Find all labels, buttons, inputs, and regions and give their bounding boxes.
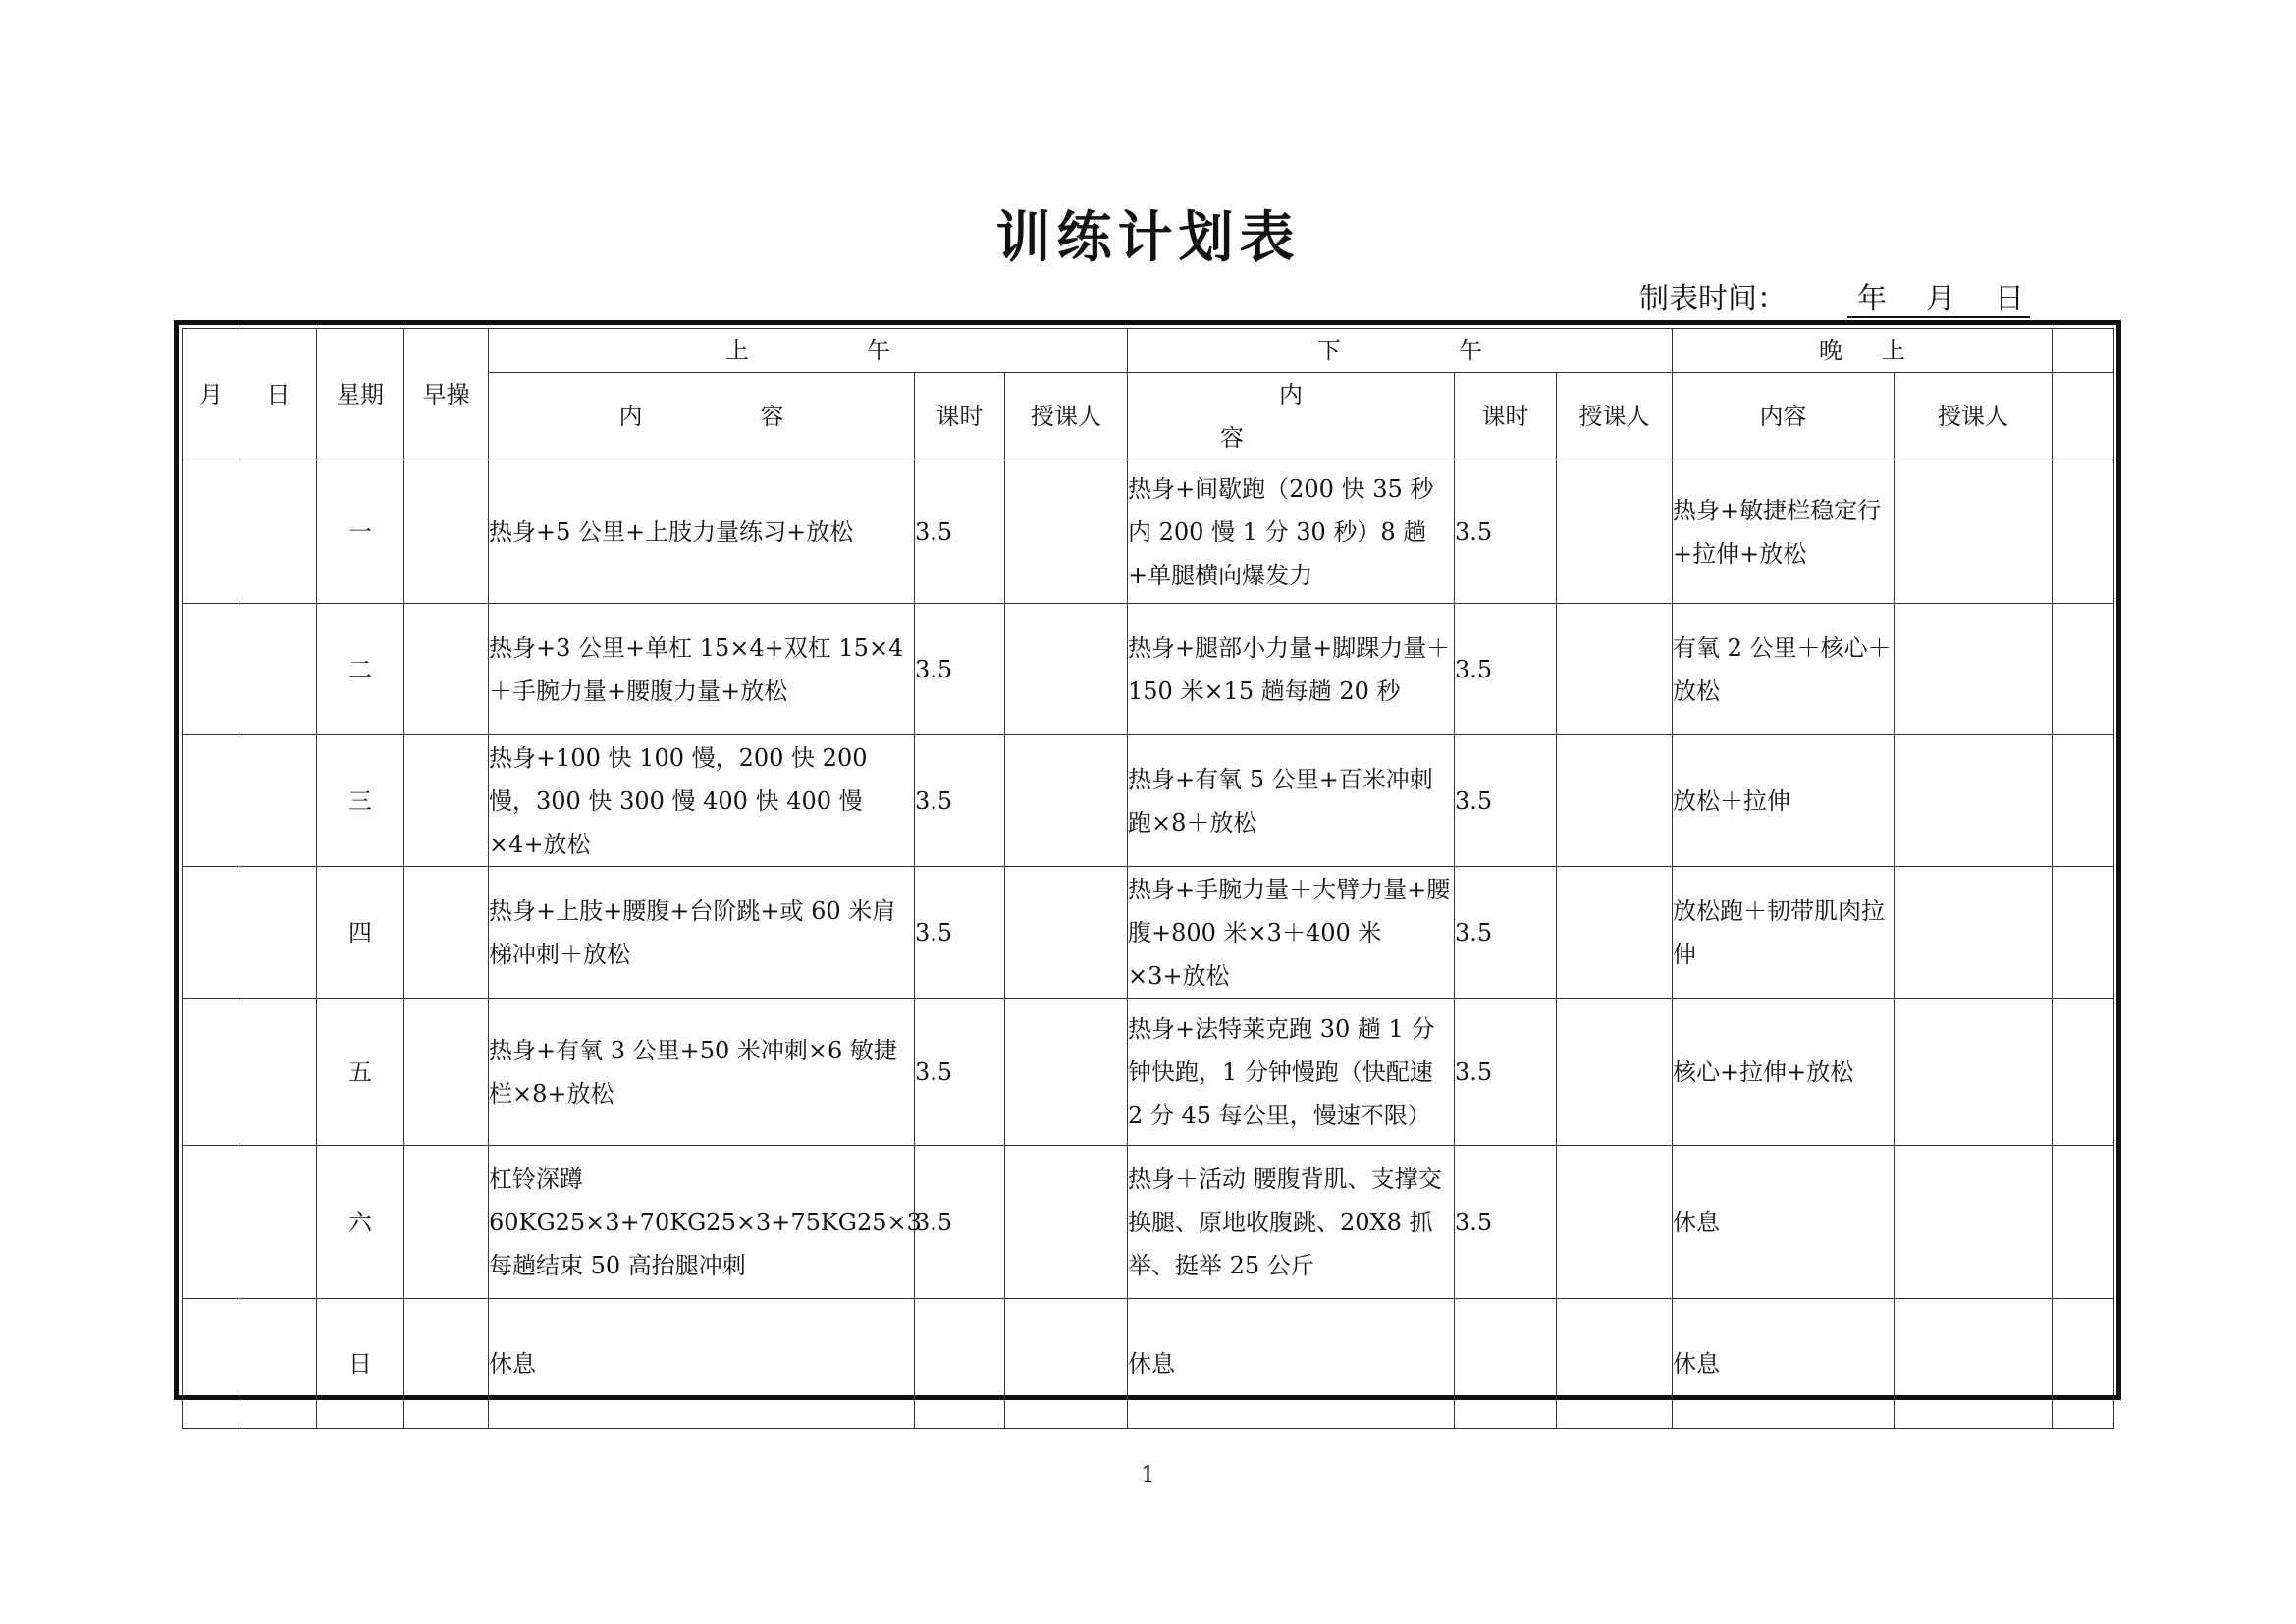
cell-evening-content: 放松＋拉伸 (1673, 735, 1895, 867)
made-time-date-field (1847, 277, 2030, 318)
cell-am-teacher (1005, 460, 1128, 604)
cell-evening-teacher (1895, 604, 2053, 735)
cell-extra (2053, 460, 2114, 604)
cell-extra (2053, 867, 2114, 999)
table-row (183, 460, 2114, 604)
cell-am-content: 热身+5 公里+上肢力量练习+放松 (489, 460, 915, 604)
cell-evening-teacher (1895, 1146, 2053, 1299)
cell-pm-content: 热身+间歇跑（200 快 35 秒内 200 慢 1 分 30 秒）8 趟+单腿横向爆发力 (1128, 460, 1455, 604)
cell-am-content: 热身+100 快 100 慢，200 快 200 慢，300 快 300 慢 400 快 400 慢×4+放松 (489, 735, 915, 867)
cell-pm-content: 热身+有氧 5 公里+百米冲刺跑×8＋放松 (1128, 735, 1455, 867)
cell-pm-hours: 3.5 (1455, 735, 1557, 867)
header-pm: 下午 (1128, 329, 1673, 373)
cell-pm-hours: 3.5 (1455, 1146, 1557, 1299)
cell-pm-content: 热身＋活动 腰腹背肌、支撑交换腿、原地收腹跳、20X8 抓举、挺举 25 公斤 (1128, 1146, 1455, 1299)
header-row-top (183, 329, 2114, 373)
header-day: 日 (240, 329, 317, 460)
cell-day (240, 1299, 317, 1429)
page-title: 训练计划表 (995, 206, 1301, 270)
cell-evening-teacher (1895, 867, 2053, 999)
cell-morning-exercise (404, 460, 489, 604)
cell-extra (2053, 604, 2114, 735)
cell-evening-content: 放松跑＋韧带肌肉拉伸 (1673, 867, 1895, 999)
header-morning-exercise: 早操 (404, 329, 489, 460)
cell-extra (2053, 999, 2114, 1146)
table-row (183, 604, 2114, 735)
header-am-hours: 课时 (915, 373, 1005, 460)
cell-pm-teacher (1557, 999, 1673, 1146)
header-pm-hours: 课时 (1455, 373, 1557, 460)
header-weekday: 星期 (317, 329, 404, 460)
cell-pm-content: 热身+手腕力量＋大臂力量+腰腹+800 米×3＋400 米×3+放松 (1128, 867, 1455, 999)
cell-day (240, 999, 317, 1146)
cell-am-hours: 3.5 (915, 604, 1005, 735)
cell-evening-teacher (1895, 1299, 2053, 1429)
header-am-teacher: 授课人 (1005, 373, 1128, 460)
date-day-label: 日 (1995, 282, 2024, 316)
training-plan-table-frame (174, 320, 2121, 1400)
training-plan-table (182, 328, 2114, 1429)
header-am-content: 内容 (489, 373, 915, 460)
cell-am-content: 杠铃深蹲 60KG25×3+70KG25×3+75KG25×3 每趟结束 50 高抬腿冲刺 (489, 1146, 915, 1299)
header-evening-content: 内容 (1673, 373, 1895, 460)
cell-weekday: 六 (317, 1146, 404, 1299)
cell-month (183, 735, 240, 867)
table-row (183, 1299, 2114, 1429)
cell-pm-teacher (1557, 867, 1673, 999)
cell-month (183, 999, 240, 1146)
date-year-label: 年 (1857, 282, 1887, 316)
cell-am-teacher (1005, 604, 1128, 735)
cell-evening-content: 休息 (1673, 1299, 1895, 1429)
header-pm-content: 内容 (1128, 373, 1455, 460)
cell-am-hours: 3.5 (915, 999, 1005, 1146)
table-row (183, 999, 2114, 1146)
cell-morning-exercise (404, 604, 489, 735)
cell-evening-teacher (1895, 735, 2053, 867)
cell-extra (2053, 735, 2114, 867)
cell-am-teacher (1005, 999, 1128, 1146)
header-pm-teacher: 授课人 (1557, 373, 1673, 460)
header-extra-blank-2 (2053, 373, 2114, 460)
cell-month (183, 1146, 240, 1299)
cell-pm-content: 休息 (1128, 1299, 1455, 1429)
cell-day (240, 867, 317, 999)
cell-day (240, 735, 317, 867)
page-number: 1 (1141, 1463, 1155, 1488)
table-row (183, 735, 2114, 867)
cell-pm-content: 热身+腿部小力量+脚踝力量＋150 米×15 趟每趟 20 秒 (1128, 604, 1455, 735)
cell-pm-teacher (1557, 735, 1673, 867)
header-evening-teacher: 授课人 (1895, 373, 2053, 460)
header-evening: 晚上 (1673, 329, 2053, 373)
cell-morning-exercise (404, 1299, 489, 1429)
cell-month (183, 460, 240, 604)
cell-am-teacher (1005, 1299, 1128, 1429)
cell-morning-exercise (404, 735, 489, 867)
cell-pm-teacher (1557, 1146, 1673, 1299)
cell-am-teacher (1005, 735, 1128, 867)
table-row (183, 1146, 2114, 1299)
cell-am-hours: 3.5 (915, 735, 1005, 867)
cell-am-content: 休息 (489, 1299, 915, 1429)
cell-weekday: 三 (317, 735, 404, 867)
cell-pm-hours: 3.5 (1455, 867, 1557, 999)
cell-evening-teacher (1895, 460, 2053, 604)
cell-pm-teacher (1557, 1299, 1673, 1429)
cell-am-teacher (1005, 867, 1128, 999)
cell-am-hours: 3.5 (915, 460, 1005, 604)
cell-am-hours: 3.5 (915, 867, 1005, 999)
made-time-label: 制表时间： (1639, 282, 1787, 316)
cell-pm-hours (1455, 1299, 1557, 1429)
cell-morning-exercise (404, 867, 489, 999)
cell-am-teacher (1005, 1146, 1128, 1299)
header-extra-blank (2053, 329, 2114, 373)
cell-morning-exercise (404, 1146, 489, 1299)
cell-pm-hours: 3.5 (1455, 999, 1557, 1146)
header-am: 上午 (489, 329, 1128, 373)
cell-am-content: 热身+3 公里+单杠 15×4+双杠 15×4＋手腕力量+腰腹力量+放松 (489, 604, 915, 735)
cell-weekday: 日 (317, 1299, 404, 1429)
cell-day (240, 1146, 317, 1299)
cell-morning-exercise (404, 999, 489, 1146)
made-time (1639, 277, 2032, 322)
cell-evening-teacher (1895, 999, 2053, 1146)
cell-pm-hours: 3.5 (1455, 460, 1557, 604)
date-month-label: 月 (1926, 282, 1955, 316)
cell-month (183, 604, 240, 735)
cell-evening-content: 有氧 2 公里＋核心＋放松 (1673, 604, 1895, 735)
cell-month (183, 867, 240, 999)
cell-evening-content: 热身+敏捷栏稳定行+拉伸+放松 (1673, 460, 1895, 604)
table-row (183, 867, 2114, 999)
cell-extra (2053, 1146, 2114, 1299)
cell-extra (2053, 1299, 2114, 1429)
cell-pm-hours: 3.5 (1455, 604, 1557, 735)
cell-am-content: 热身+有氧 3 公里+50 米冲刺×6 敏捷栏×8+放松 (489, 999, 915, 1146)
cell-am-content: 热身+上肢+腰腹+台阶跳+或 60 米肩梯冲刺＋放松 (489, 867, 915, 999)
cell-weekday: 五 (317, 999, 404, 1146)
cell-weekday: 二 (317, 604, 404, 735)
cell-day (240, 604, 317, 735)
cell-evening-content: 核心+拉伸+放松 (1673, 999, 1895, 1146)
cell-am-hours (915, 1299, 1005, 1429)
header-month: 月 (183, 329, 240, 460)
cell-day (240, 460, 317, 604)
cell-weekday: 四 (317, 867, 404, 999)
cell-am-hours: 3.5 (915, 1146, 1005, 1299)
cell-evening-content: 休息 (1673, 1146, 1895, 1299)
cell-month (183, 1299, 240, 1429)
cell-weekday: 一 (317, 460, 404, 604)
cell-pm-teacher (1557, 604, 1673, 735)
cell-pm-teacher (1557, 460, 1673, 604)
cell-pm-content: 热身+法特莱克跑 30 趟 1 分钟快跑，1 分钟慢跑（快配速 2 分 45 每公里，慢速不限） (1128, 999, 1455, 1146)
